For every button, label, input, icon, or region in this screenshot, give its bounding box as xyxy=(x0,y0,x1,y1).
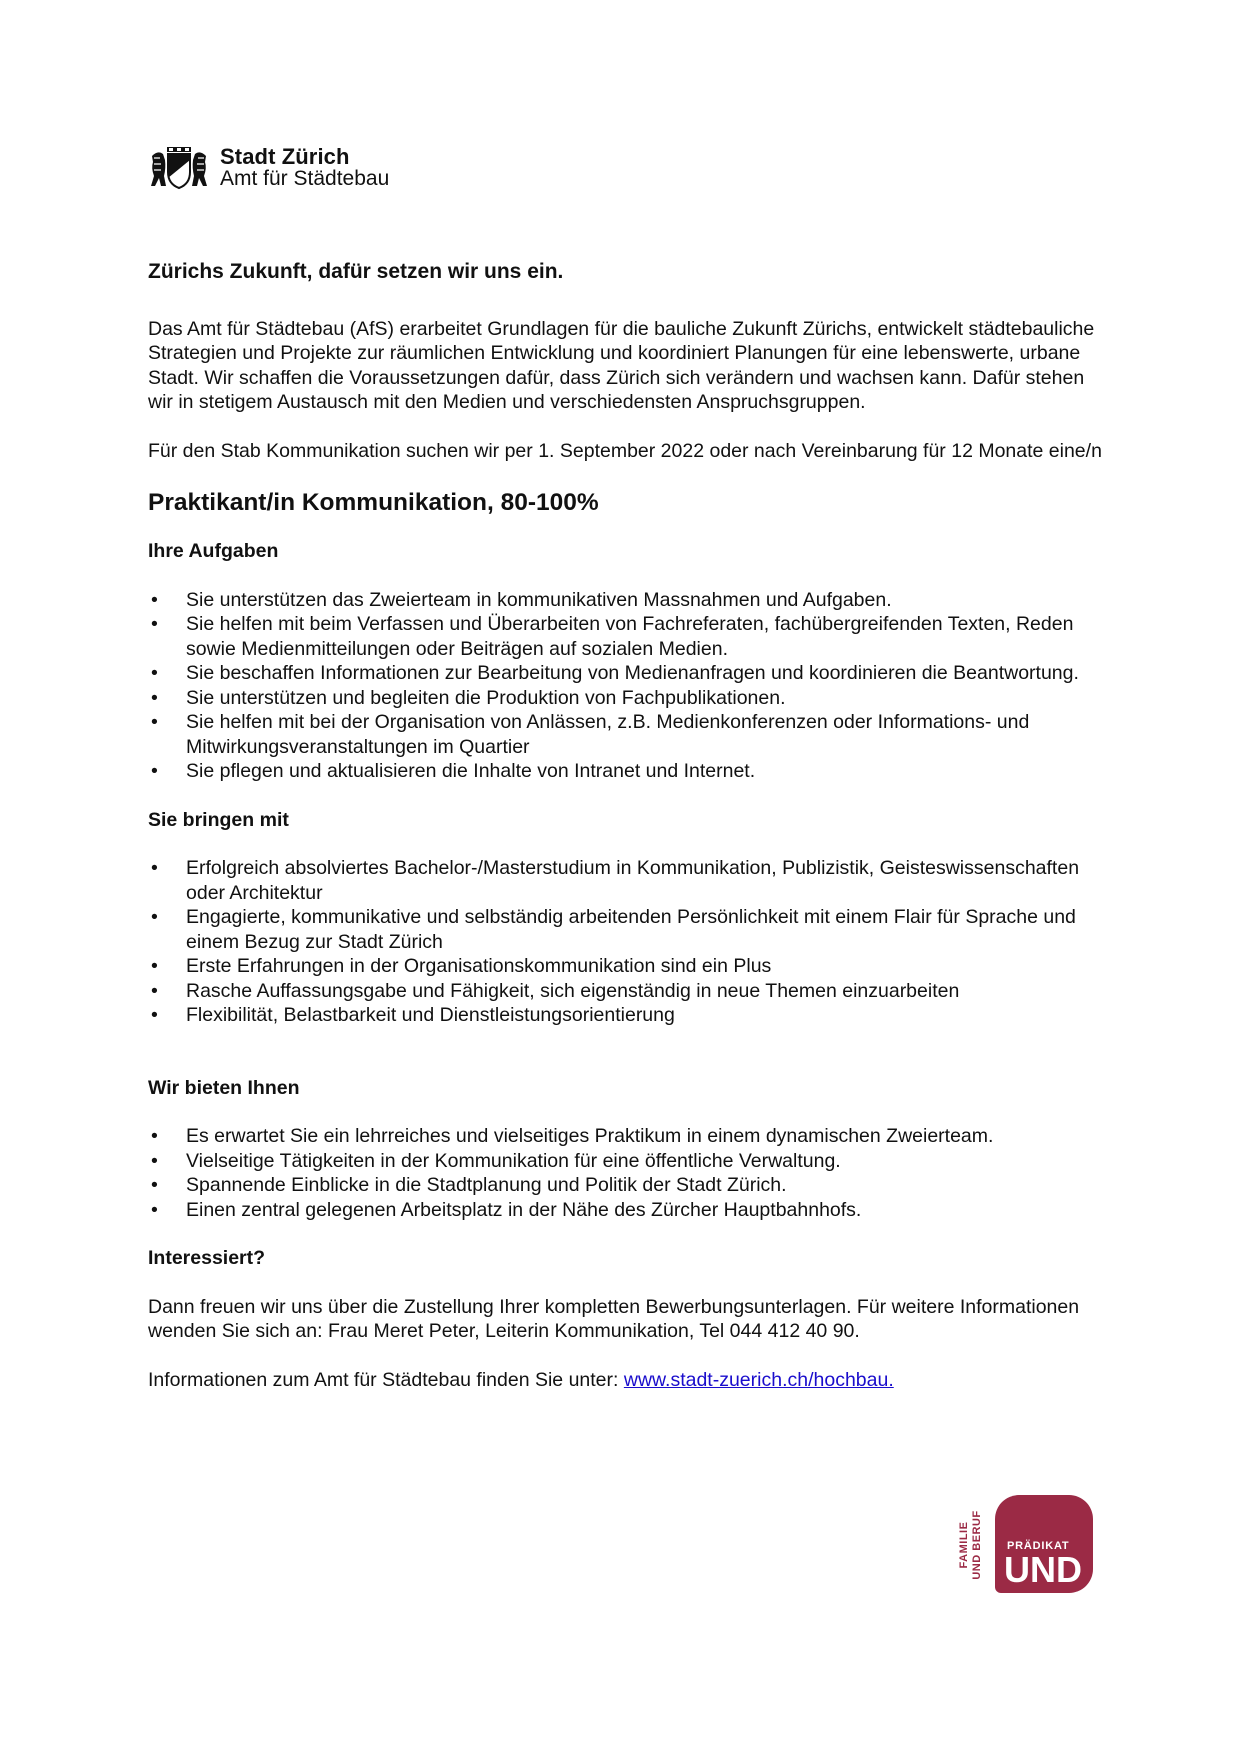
header-logo xyxy=(150,145,389,190)
badge-line-2: UND BERUF xyxy=(971,1510,983,1580)
logo-text xyxy=(220,145,389,190)
department-name: Amt für Städtebau xyxy=(220,167,390,191)
intro-paragraph: Das Amt für Städtebau (AfS) erarbeitet Grundlagen für die bauliche Zukunft Zürichs, entwickelt städtebauliche Strategien und Projekte zur räumlichen Entwicklung und koordiniert Planungen für eine lebenswerte, urbane Stadt. Wir schaffen die Voraussetzungen dafür, dass Zürich sich verändern und wachsen kann. Dafür stehen wir in stetigem Austausch mit den Medien und verschiedensten Anspruchsgruppen. xyxy=(148,317,1095,413)
section-spacer xyxy=(148,1052,1108,1076)
offer-heading: Wir bieten Ihnen xyxy=(148,1076,300,1099)
slogan-heading: Zürichs Zukunft, dafür setzen wir uns ein. xyxy=(148,260,564,283)
profile-list xyxy=(148,856,1108,1028)
list-item: • Vielseitige Tätigkeiten in der Kommunikation für eine öffentliche Verwaltung. xyxy=(148,1149,1108,1174)
list-item: • Einen zentral gelegenen Arbeitsplatz in der Nähe des Zürcher Hauptbahnhofs. xyxy=(148,1198,1108,1223)
profile-heading: Sie bringen mit xyxy=(148,808,289,831)
list-item: • Sie unterstützen und begleiten die Produktion von Fachpublikationen. xyxy=(148,686,1108,711)
info-prefix: Informationen zum Amt für Städtebau finden Sie unter: xyxy=(148,1368,624,1391)
website-link[interactable]: www.stadt-zuerich.ch/hochbau. xyxy=(623,1368,894,1391)
list-item: • Sie unterstützen das Zweierteam in kommunikativen Massnahmen und Aufgaben. xyxy=(148,588,1108,613)
contact-paragraph: Dann freuen wir uns über die Zustellung Ihrer kompletten Bewerbungsunterlagen. Für weitere Informationen wenden Sie sich an: Frau Meret Peter, Leiterin Kommunikation, Tel 044 412 40 90. xyxy=(148,1295,1080,1342)
list-item: • Sie beschaffen Informationen zur Bearbeitung von Medienanfragen und koordinieren die Beantwortung. xyxy=(148,661,1108,686)
list-item: • Rasche Auffassungsgabe und Fähigkeit, sich eigenständig in neue Themen einzuarbeiten xyxy=(148,979,1108,1004)
main-content xyxy=(148,260,1108,1392)
badge-line-1: FAMILIE xyxy=(958,1521,970,1569)
badge-box xyxy=(995,1495,1093,1593)
badge-brand: UND xyxy=(1004,1549,1082,1590)
list-item: • Flexibilität, Belastbarkeit und Dienstleistungsorientierung xyxy=(148,1003,1108,1028)
tasks-list xyxy=(148,588,1108,784)
search-paragraph: Für den Stab Kommunikation suchen wir per 1. September 2022 oder nach Vereinbarung für 12 Monate eine/n xyxy=(148,439,1102,462)
org-name: Stadt Zürich xyxy=(220,144,350,169)
interest-heading: Interessiert? xyxy=(148,1247,266,1269)
list-item: • Engagierte, kommunikative und selbständig arbeitenden Persönlichkeit mit einem Flair für Sprache und einem Bezug zur Stadt Zürich xyxy=(148,905,1108,954)
job-title: Praktikant/in Kommunikation, 80-100% xyxy=(148,489,599,516)
list-item: • Spannende Einblicke in die Stadtplanung und Politik der Stadt Zürich. xyxy=(148,1173,1108,1198)
info-paragraph xyxy=(148,1368,1108,1393)
tasks-heading: Ihre Aufgaben xyxy=(148,540,279,562)
list-item: • Sie helfen mit beim Verfassen und Überarbeiten von Fachreferaten, fachübergreifenden Texten, Reden sowie Medienmitteilungen oder Beiträgen auf sozialen Medien. xyxy=(148,612,1108,661)
list-item: • Es erwartet Sie ein lehrreiches und vielseitiges Praktikum in einem dynamischen Zweierteam. xyxy=(148,1124,1108,1149)
badge-label: PRÄDIKAT xyxy=(1007,1540,1070,1552)
badge-vertical-label xyxy=(953,1495,989,1595)
list-item: • Sie pflegen und aktualisieren die Inhalte von Intranet und Internet. xyxy=(148,759,1108,784)
offer-list xyxy=(148,1124,1108,1222)
list-item: • Erste Erfahrungen in der Organisationskommunikation sind ein Plus xyxy=(148,954,1108,979)
coat-of-arms-icon xyxy=(150,146,208,190)
list-item: • Sie helfen mit bei der Organisation von Anlässen, z.B. Medienkonferenzen oder Informations- und Mitwirkungsveranstaltungen im Quartier xyxy=(148,710,1108,759)
list-item: • Erfolgreich absolviertes Bachelor-/Masterstudium in Kommunikation, Publizistik, Geisteswissenschaften oder Architektur xyxy=(148,856,1108,905)
